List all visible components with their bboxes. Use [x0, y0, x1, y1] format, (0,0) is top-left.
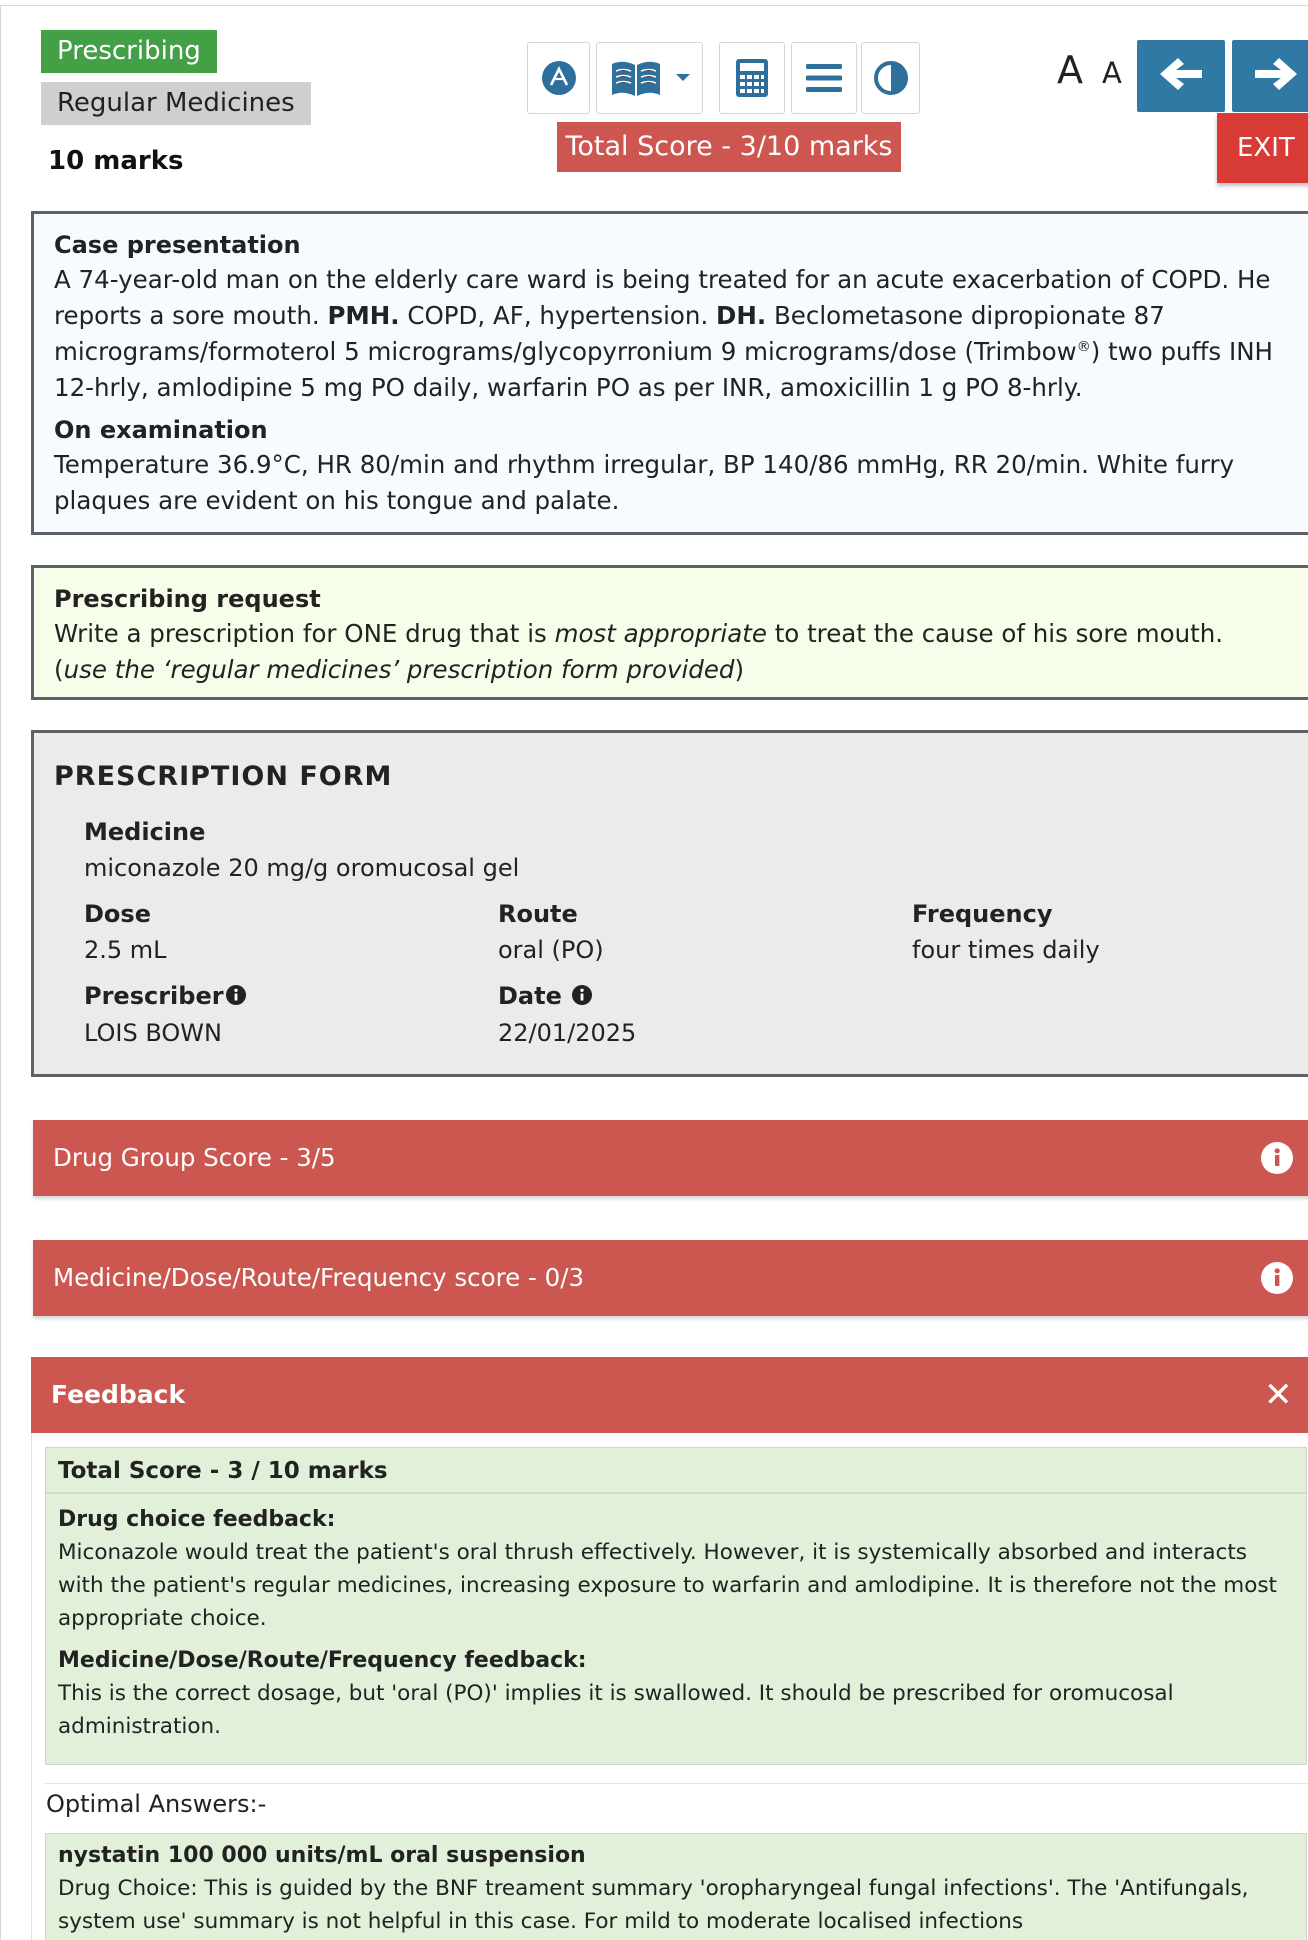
calculator-button[interactable] — [719, 42, 785, 114]
frequency-label: Frequency — [912, 900, 1053, 928]
exam-title: On examination — [54, 416, 268, 444]
optimal-answers-label: Optimal Answers:- — [46, 1790, 267, 1818]
prescriber-info-icon[interactable] — [226, 979, 246, 1015]
arrow-right-icon — [1251, 54, 1301, 98]
bnf-book-button[interactable] — [596, 42, 703, 114]
feedback-header — [31, 1357, 1308, 1433]
medicine-value: miconazole 20 mg/g oromucosal gel — [84, 854, 520, 882]
category-tag: Regular Medicines — [41, 82, 311, 125]
date-label: Date — [498, 978, 636, 1015]
marks-label: 10 marks — [48, 146, 184, 176]
frequency-value: four times daily — [912, 936, 1100, 964]
contrast-button[interactable] — [861, 42, 920, 114]
feedback-body — [31, 1433, 1308, 1940]
calculator-icon — [735, 58, 769, 98]
prescription-form-title: PRESCRIPTION FORM — [54, 761, 393, 792]
contrast-icon — [873, 60, 909, 96]
medicine-label: Medicine — [84, 818, 206, 846]
info-icon[interactable] — [1261, 1142, 1293, 1174]
section-tag: Prescribing — [41, 30, 217, 73]
mdrf-score: Medicine/Dose/Route/Frequency score - 0/3 — [53, 1263, 585, 1292]
drug-choice-feedback-text: Miconazole would treat the patient's oral thrush effectively. However, it is systemically absorbed and interacts with the patient's regular medicines, increasing exposure to warfarin and amlodipine. It is therefore not the most appropriate choice. — [58, 1540, 1277, 1631]
request-title: Prescribing request — [54, 585, 321, 613]
request-note: (use the ‘regular medicines’ prescription form provided) — [54, 655, 745, 684]
feedback-total-score: Total Score - 3 / 10 marks — [46, 1448, 1306, 1494]
prescription-form — [31, 730, 1308, 1077]
dose-label: Dose — [84, 900, 151, 928]
book-icon — [609, 56, 663, 100]
a-circle-icon — [541, 60, 577, 96]
route-value: oral (PO) — [498, 936, 604, 964]
drug-group-score-bar[interactable] — [33, 1120, 1308, 1196]
prescriber-value: LOIS BOWN — [84, 1019, 222, 1047]
font-size-large-button[interactable]: A — [1057, 48, 1083, 92]
menu-button[interactable] — [791, 42, 857, 114]
feedback-summary — [45, 1447, 1307, 1765]
date-info-icon[interactable] — [572, 979, 592, 1015]
dose-value: 2.5 mL — [84, 936, 167, 964]
drug-choice-feedback-title: Drug choice feedback: — [58, 1507, 336, 1532]
feedback-title: Feedback — [51, 1380, 186, 1409]
exit-button[interactable]: EXIT — [1217, 113, 1308, 183]
optimal-answer-title: nystatin 100 000 units/mL oral suspension — [58, 1843, 586, 1868]
optimal-answer — [45, 1833, 1307, 1940]
optimal-answer-text: Drug Choice: This is guided by the BNF treament summary 'oropharyngeal fungal infections'. The 'Antifungals, system use' summary is not helpful in this case. For mild to moderate localised infections — [58, 1876, 1249, 1934]
request-text: Write a prescription for ONE drug that is most appropriate to treat the cause of his sore mouth. — [54, 619, 1224, 648]
next-button[interactable] — [1232, 40, 1308, 112]
case-title: Case presentation — [54, 231, 301, 259]
mdrf-score-bar[interactable] — [33, 1240, 1308, 1316]
prescriber-label: Prescriber — [84, 978, 246, 1015]
font-size-small-button[interactable]: A — [1102, 56, 1122, 90]
arrow-left-icon — [1156, 54, 1206, 98]
total-score-banner: Total Score - 3/10 marks — [557, 122, 901, 172]
info-icon[interactable] — [1261, 1262, 1293, 1294]
divider — [45, 1783, 1307, 1784]
date-value: 22/01/2025 — [498, 1019, 637, 1047]
prescribing-request-panel — [31, 565, 1308, 700]
mdrf-feedback-title: Medicine/Dose/Route/Frequency feedback: — [58, 1648, 587, 1673]
exam-text: Temperature 36.9°C, HR 80/min and rhythm irregular, BP 140/86 mmHg, RR 20/min. White furry plaques are evident on his tongue and palate. — [54, 450, 1235, 515]
case-text: A 74-year-old man on the elderly care ward is being treated for an acute exacerbation of COPD. He reports a sore mouth. PMH. COPD, AF, hypertension. DH. Beclometasone dipropionate 87 micrograms/formoterol 5 micrograms/glycopyrronium 9 micrograms/dose (Trimbow®) two puffs INH 12-hrly, amlodipine 5 mg PO daily, warfarin PO as per INR, amoxicillin 1 g PO 8-hrly. — [54, 265, 1273, 402]
close-icon[interactable]: ✕ — [1264, 1375, 1293, 1415]
previous-button[interactable] — [1137, 40, 1225, 112]
case-presentation-panel — [31, 211, 1308, 535]
menu-icon — [806, 63, 842, 93]
drug-group-score: Drug Group Score - 3/5 — [53, 1143, 336, 1172]
dropdown-caret-icon — [675, 73, 691, 83]
mdrf-feedback-text: This is the correct dosage, but 'oral (PO)' implies it is swallowed. It should be prescribed for oromucosal administration. — [58, 1681, 1174, 1739]
route-label: Route — [498, 900, 578, 928]
a-circle-button[interactable] — [527, 42, 590, 114]
